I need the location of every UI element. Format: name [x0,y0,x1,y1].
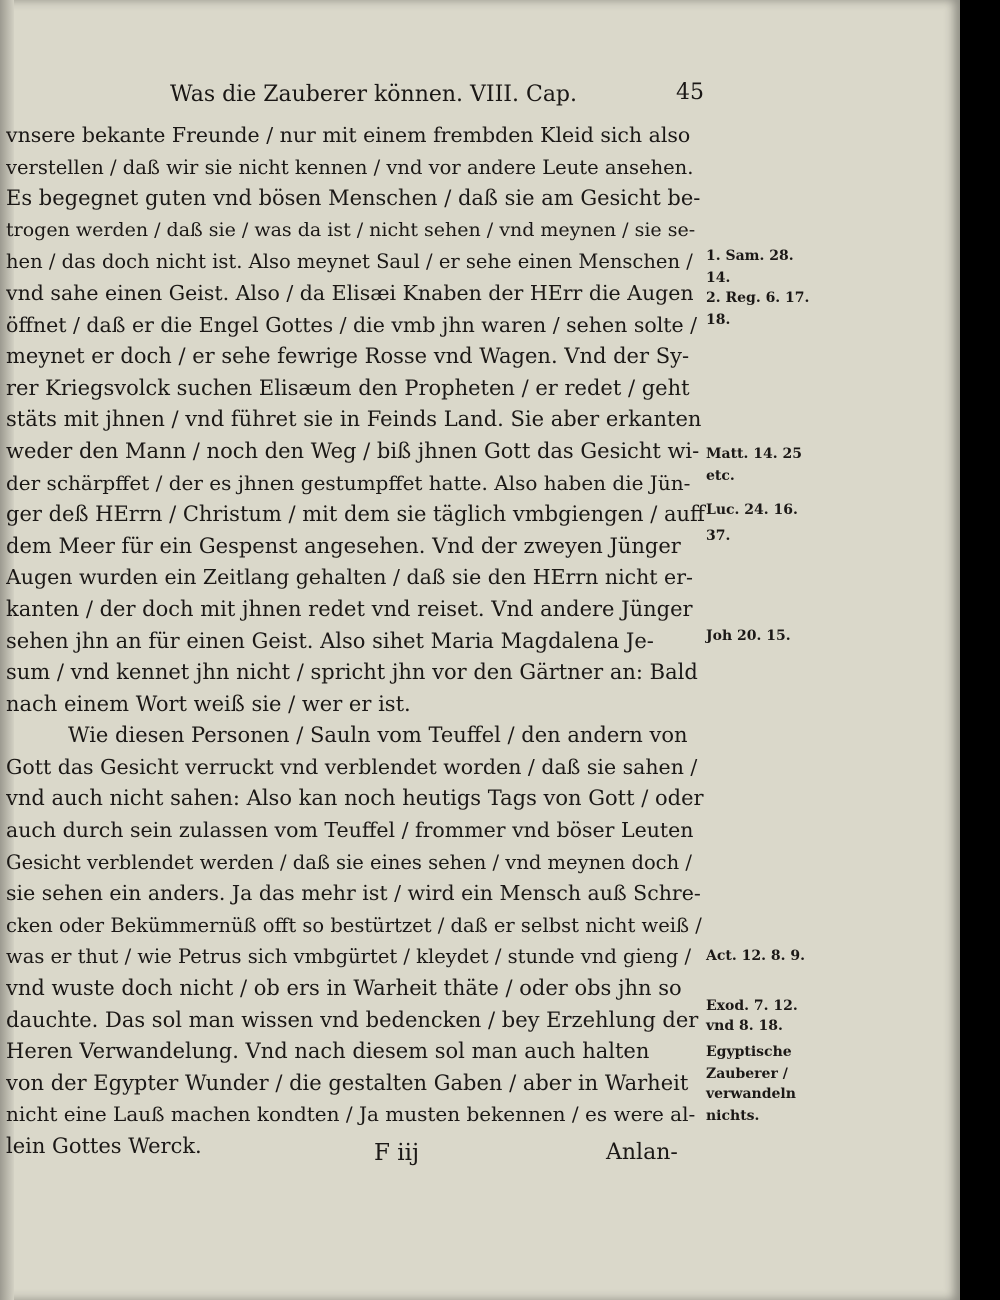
catchword: Anlan- [606,1140,678,1165]
text-line: dem Meer für ein Gespenst angesehen. Vnd der zweyen Jünger [6,533,681,558]
text-line: verstellen / daß wir sie nicht kennen / vnd vor andere Leute ansehen. [6,155,694,179]
page-number: 45 [676,80,704,105]
signature-mark: F iij [374,1140,420,1166]
text-line: meynet er doch / er sehe fewrige Rosse vnd Wagen. Vnd der Sy- [6,344,690,369]
text-line: sie sehen ein anders. Ja das mehr ist / wird ein Mensch auß Schre- [6,881,701,906]
margin-note: Zauberer / [706,1066,788,1082]
main-text-block [6,120,706,1163]
text-line: Augen wurden ein Zeitlang gehalten / daß sie den HErrn nicht er- [6,565,693,590]
text-line: sehen jhn an für einen Geist. Also sihet Maria Magdalena Je- [6,628,654,653]
margin-note: Exod. 7. 12. [706,998,798,1014]
text-line: der schärpffet / der es jhnen gestumpffet hatte. Also haben die Jün- [6,470,691,495]
text-line: nicht eine Lauß machen kondten / Ja musten bekennen / es were al- [6,1102,696,1127]
text-line: vnd sahe einen Geist. Also / da Elisæi Knaben der HErr die Augen [6,280,694,305]
margin-note: 18. [706,312,731,328]
text-line: vnsere bekante Freunde / nur mit einem frembden Kleid sich also [6,123,691,147]
margin-note: Act. 12. 8. 9. [706,948,805,964]
text-line: dauchte. Das sol man wissen vnd bedencken / bey Erzehlung der [6,1007,699,1032]
text-line: weder den Mann / noch den Weg / biß jhnen Gott das Gesicht wi- [6,438,700,463]
margin-note: Matt. 14. 25 [706,446,802,462]
text-line: von der Egypter Wunder / die gestalten Gaben / aber in Warheit [6,1070,689,1095]
text-line: ger deß HErrn / Christum / mit dem sie täglich vmbgiengen / auff [6,502,705,527]
text-line: Gesicht verblendet werden / daß sie eines sehen / vnd meynen doch / [6,850,692,874]
text-line: trogen werden / daß sie / was da ist / nicht sehen / vnd meynen / sie se- [6,218,696,241]
margin-note: 37. [706,528,731,544]
text-line: sum / vnd kennet jhn nicht / spricht jhn vor den Gärtner an: Bald [6,660,698,685]
margin-note: etc. [706,468,735,484]
margin-note: 1. Sam. 28. [706,248,794,264]
text-line: was er thut / wie Petrus sich vmbgürtet / kleydet / stunde vnd gieng / [6,945,692,969]
text-line: lein Gottes Werck. [6,1134,202,1158]
text-line: stäts mit jhnen / vnd führet sie in Feinds Land. Sie aber erkanten [6,407,702,432]
text-line: Heren Verwandelung. Vnd nach diesem sol man auch halten [6,1039,650,1064]
margin-note: nichts. [706,1108,760,1124]
text-line: rer Kriegsvolck suchen Elisæum den Propheten / er redet / geht [6,375,690,400]
text-line: vnd auch nicht sahen: Also kan noch heutigs Tags von Gott / oder [6,786,704,811]
text-line: Es begegnet guten vnd bösen Menschen / daß sie am Gesicht be- [6,186,701,211]
text-line: nach einem Wort weiß sie / wer er ist. [6,691,411,716]
text-line: kanten / der doch mit jhnen redet vnd reiset. Vnd andere Jünger [6,596,693,621]
running-title: Was die Zauberer können. VIII. Cap. [170,82,578,107]
text-line: Gott das Gesicht verruckt vnd verblendet worden / daß sie sahen / [6,754,698,779]
margin-note: Luc. 24. 16. [706,502,798,518]
text-line: cken oder Bekümmernüß offt so bestürtzet / daß er selbst nicht weiß / [6,913,702,937]
margin-note: Egyptische [706,1044,792,1060]
margin-note: Joh 20. 15. [706,628,791,644]
text-line: auch durch sein zulassen vom Teuffel / frommer vnd böser Leuten [6,818,694,843]
margin-note: vnd 8. 18. [706,1018,783,1034]
margin-note: 14. [706,270,731,286]
text-line: öffnet / daß er die Engel Gottes / die vmb jhn waren / sehen solte / [6,312,698,337]
margin-note: 2. Reg. 6. 17. [706,290,810,306]
text-line: vnd wuste doch nicht / ob ers in Warheit thäte / oder obs jhn so [6,976,682,1001]
text-line: hen / das doch nicht ist. Also meynet Saul / er sehe einen Menschen / [6,250,693,274]
margin-note: verwandeln [706,1086,796,1102]
text-line-indented: Wie diesen Personen / Sauln vom Teuffel / den andern von [68,723,688,748]
